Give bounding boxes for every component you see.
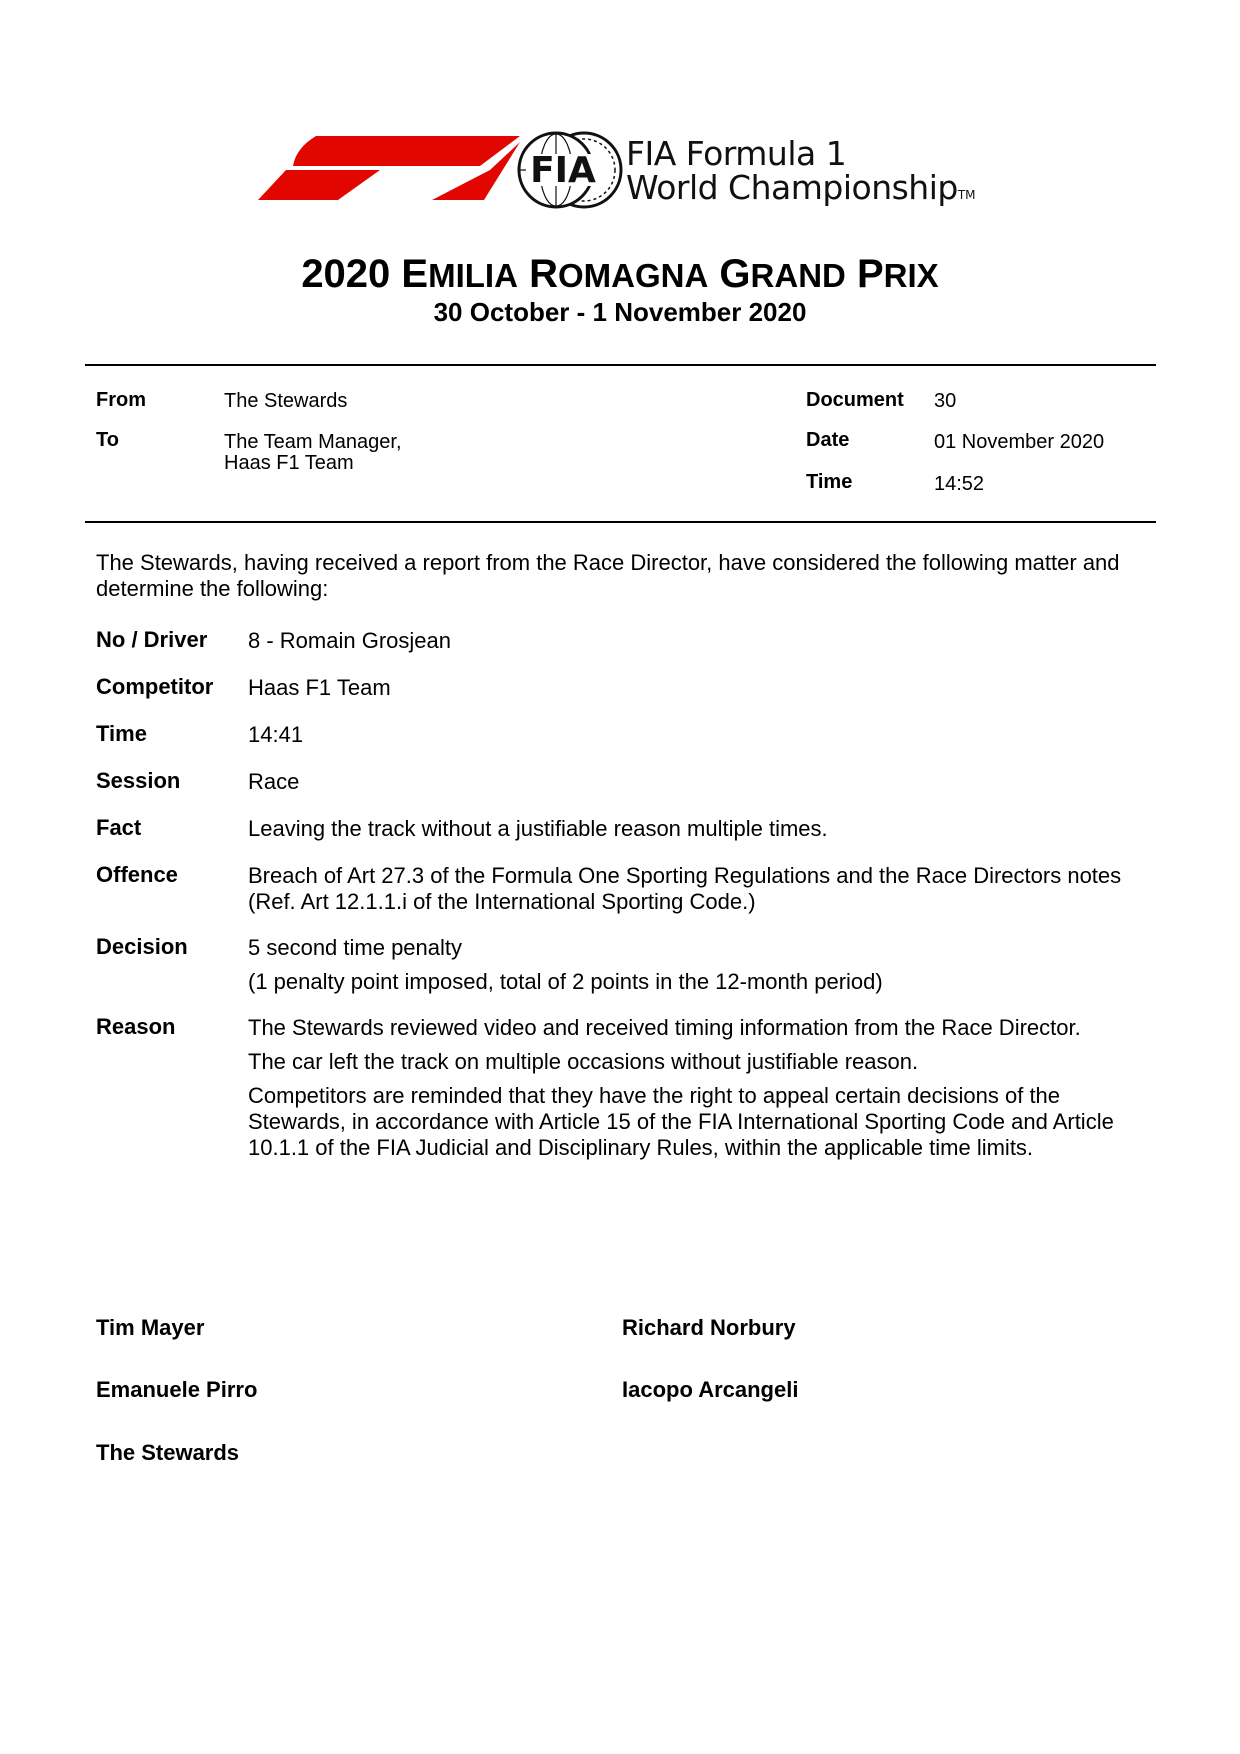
document-label: Document <box>806 389 904 411</box>
decision-label: Decision <box>96 934 188 959</box>
steward-richard-norbury: Richard Norbury <box>622 1315 796 1340</box>
from-label: From <box>96 389 146 411</box>
competitor-label: Competitor <box>96 674 214 699</box>
to-value-line-2: Haas F1 Team <box>224 452 354 474</box>
fia-seal-icon <box>516 126 626 216</box>
logo-line-2: World ChampionshipTM <box>626 168 976 207</box>
incident-time-label: Time <box>96 721 147 746</box>
event-dates: 30 October - 1 November 2020 <box>433 297 807 327</box>
driver-value: 8 - Romain Grosjean <box>248 628 451 653</box>
reason-paragraph-1: The Stewards reviewed video and received timing information from the Race Director. <box>248 1015 1081 1040</box>
reason-paragraph-3: Competitors are reminded that they have the right to appeal certain decisions of the Stewards, in accordance with Article 15 of the FIA International Sporting Code and Article 10.1.1 of the FIA Judicial and Disciplinary Rules, within the applicable time limits. <box>248 1083 1114 1160</box>
offence-value: Breach of Art 27.3 of the Formula One Sporting Regulations and the Race Directors notes (Ref. Art 12.1.1.i of the International Sporting Code.) <box>248 863 1122 914</box>
driver-label: No / Driver <box>96 627 208 652</box>
time-value: 14:52 <box>934 473 985 495</box>
steward-tim-mayer: Tim Mayer <box>96 1315 205 1340</box>
decision-value-line-2: (1 penalty point imposed, total of 2 points in the 12-month period) <box>248 969 883 994</box>
document-value: 30 <box>934 390 957 412</box>
event-title: 2020 EMILIA ROMAGNA GRAND PRIX <box>301 252 939 296</box>
time-label: Time <box>806 471 853 493</box>
steward-iacopo-arcangeli: Iacopo Arcangeli <box>622 1377 799 1402</box>
event-word-1: EMILIA <box>401 252 518 296</box>
reason-label: Reason <box>96 1014 176 1039</box>
incident-time-value: 14:41 <box>248 722 304 747</box>
steward-emanuele-pirro: Emanuele Pirro <box>96 1377 258 1402</box>
logo-line-1: FIA Formula 1 <box>626 134 847 173</box>
closing-the-stewards: The Stewards <box>96 1440 240 1465</box>
session-value: Race <box>248 769 300 794</box>
to-label: To <box>96 429 119 451</box>
from-value: The Stewards <box>224 390 348 412</box>
intro-paragraph: The Stewards, having received a report from the Race Director, have considered the following matter and determine the following: <box>96 550 1120 601</box>
competitor-value: Haas F1 Team <box>248 675 391 700</box>
top-divider <box>85 364 1156 366</box>
f1-logo-icon <box>258 136 520 202</box>
event-word-3: GRAND <box>719 252 846 296</box>
offence-label: Offence <box>96 862 178 887</box>
event-word-2: ROMAGNA <box>529 252 709 296</box>
svg-text:FIA: FIA <box>530 150 596 191</box>
to-value-line-1: The Team Manager, <box>224 431 402 453</box>
event-word-4: PRIX <box>856 252 939 296</box>
date-label: Date <box>806 429 850 451</box>
fact-value: Leaving the track without a justifiable reason multiple times. <box>248 816 828 841</box>
bottom-divider <box>85 521 1156 523</box>
date-value: 01 November 2020 <box>934 431 1105 453</box>
header-logo <box>258 128 1008 228</box>
reason-paragraph-2: The car left the track on multiple occasions without justifiable reason. <box>248 1049 919 1074</box>
fact-label: Fact <box>96 815 142 840</box>
decision-value-line-1: 5 second time penalty <box>248 935 463 960</box>
session-label: Session <box>96 768 181 793</box>
trademark-mark: TM <box>957 188 976 202</box>
